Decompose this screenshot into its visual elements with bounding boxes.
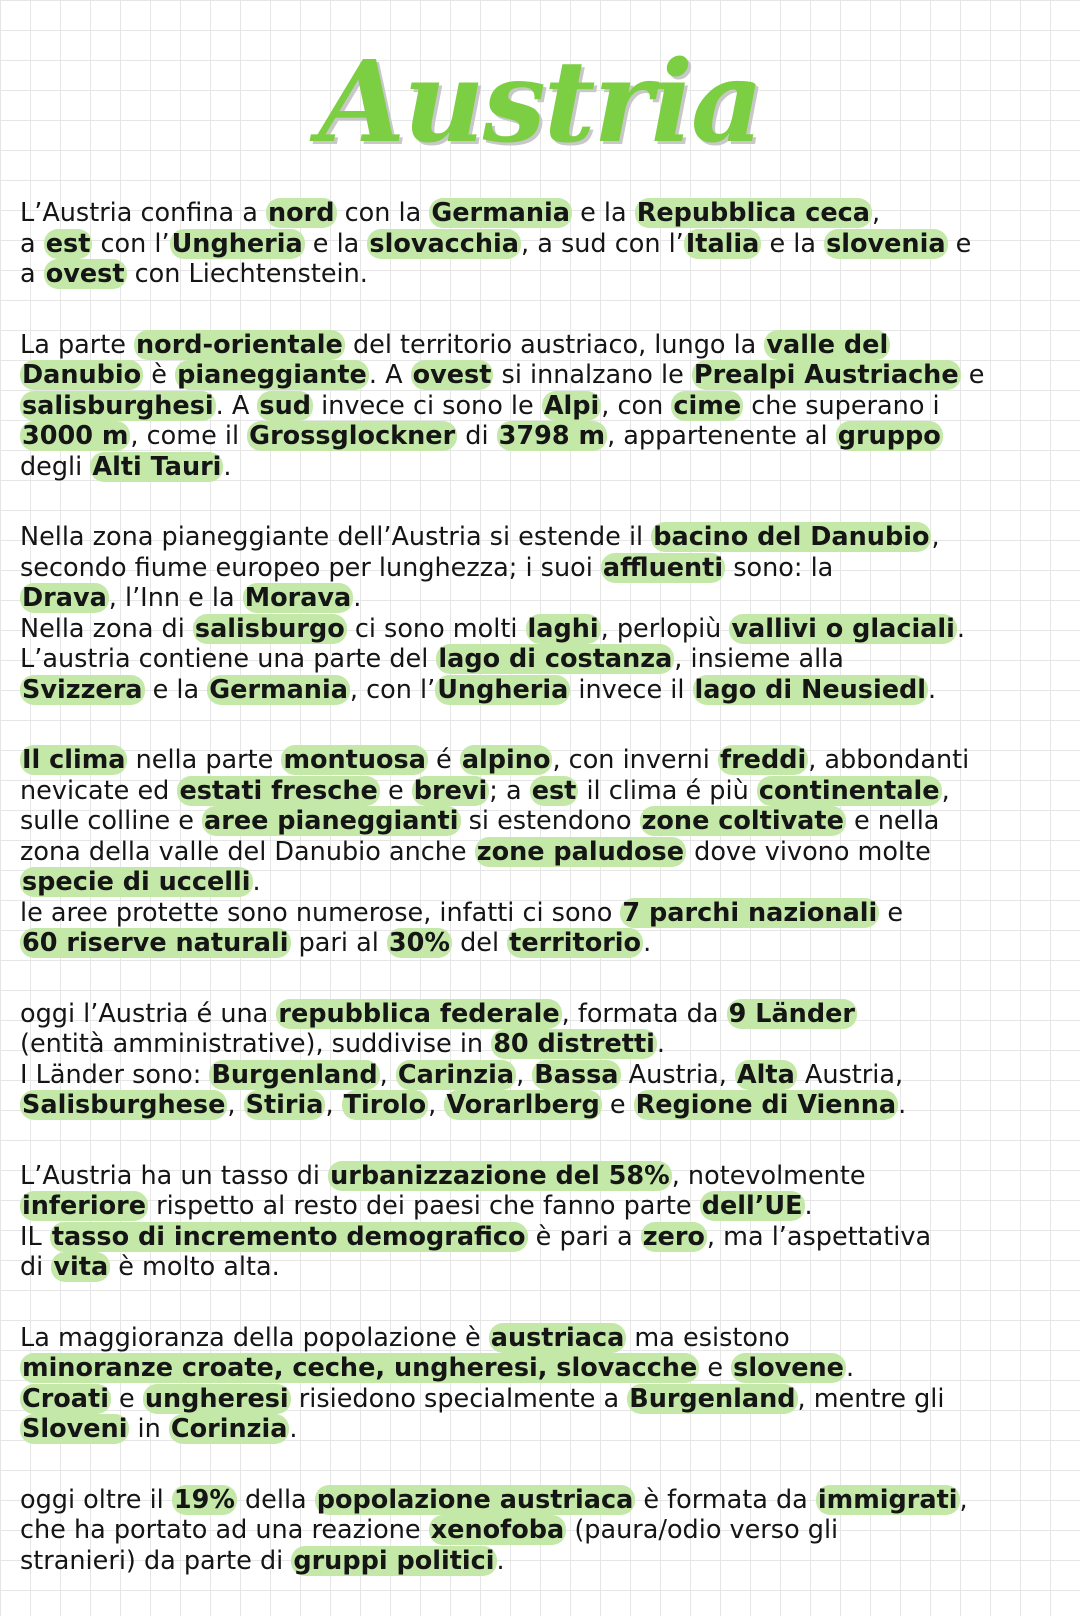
text-segment: con Liechtenstein. — [126, 259, 368, 289]
highlighted-term: Svizzera — [22, 674, 143, 705]
text-line — [20, 1222, 1060, 1253]
text-segment: , a sud con l’ — [521, 228, 684, 259]
text-line — [20, 330, 1060, 361]
text-line — [20, 1161, 1060, 1192]
text-segment: degli — [20, 451, 91, 482]
text-segment: che ha portato ad una reazione — [20, 1515, 429, 1545]
text-segment: e nella — [845, 806, 940, 836]
highlighted-term: Grossglockner — [249, 421, 456, 451]
text-line — [20, 391, 1060, 422]
text-segment: , con — [601, 390, 672, 421]
highlighted-term: austriaca — [490, 1322, 625, 1353]
text-segment: . — [898, 1090, 907, 1120]
text-segment: e — [699, 1353, 732, 1383]
highlighted-term: zone paludose — [476, 836, 685, 867]
highlighted-term: Danubio — [22, 360, 142, 390]
highlighted-term: lago di Neusiedl — [694, 674, 926, 705]
text-line — [20, 1414, 1060, 1445]
highlighted-term: Alpi — [543, 390, 600, 421]
text-segment: del — [451, 928, 508, 958]
text-line — [20, 1353, 1060, 1384]
text-line — [20, 360, 1060, 391]
text-segment: e — [110, 1383, 143, 1414]
text-line — [20, 198, 1060, 229]
highlighted-term: slovacchia — [369, 228, 520, 259]
highlighted-term: territorio — [509, 928, 642, 958]
text-segment: il clima é più — [578, 775, 757, 806]
text-segment: e — [947, 228, 972, 259]
text-segment: La parte — [20, 329, 135, 360]
highlighted-term: Croati — [22, 1383, 109, 1414]
text-segment: . — [289, 1414, 298, 1444]
text-segment: , — [931, 522, 940, 552]
page-title: Austria — [318, 37, 762, 168]
text-segment: e — [601, 1090, 634, 1120]
text-segment: secondo fiume europeo per lunghezza; i suoi — [20, 552, 601, 583]
text-segment: con la — [336, 198, 430, 228]
text-line — [20, 745, 1060, 776]
paragraph — [20, 1485, 1060, 1577]
text-segment: Nella zona di — [20, 613, 193, 644]
highlighted-term: 9 Länder — [728, 998, 855, 1029]
text-line — [20, 675, 1060, 706]
text-line — [20, 1546, 1060, 1577]
text-segment: L’Austria confina a — [20, 198, 266, 228]
highlighted-term: est — [45, 228, 91, 259]
text-segment: è formata da — [635, 1484, 816, 1515]
text-line — [20, 1323, 1060, 1354]
text-segment: a — [20, 228, 44, 259]
text-segment: sulle colline e — [20, 806, 203, 836]
paragraph — [20, 198, 1060, 290]
text-segment: si innalzano le — [493, 360, 692, 390]
text-line — [20, 806, 1060, 837]
text-segment: , — [428, 1090, 445, 1120]
text-segment: sono: la — [725, 552, 834, 583]
text-segment: è pari a — [527, 1221, 641, 1252]
highlighted-term: Drava — [22, 583, 107, 613]
text-segment: stranieri) da parte di — [20, 1545, 292, 1576]
text-segment: , abbondanti — [808, 745, 970, 775]
highlighted-term: montuosa — [283, 745, 426, 775]
text-segment: è molto alta. — [110, 1252, 280, 1282]
text-segment: , con l’ — [349, 674, 436, 705]
text-segment: La maggioranza della popolazione è — [20, 1322, 489, 1353]
paragraph — [20, 1323, 1060, 1445]
highlighted-term: salisburgo — [194, 613, 345, 644]
text-line — [20, 776, 1060, 807]
text-segment: , l’Inn e la — [108, 583, 243, 613]
text-line — [20, 1191, 1060, 1222]
highlighted-term: zero — [642, 1221, 705, 1252]
text-segment: ma esistono — [626, 1322, 790, 1353]
text-segment: , — [325, 1090, 342, 1120]
highlighted-term: 3000 m — [22, 421, 129, 451]
highlighted-term: Regione di Vienna — [635, 1090, 897, 1120]
text-segment: , — [959, 1484, 968, 1515]
highlighted-term: gruppi politici — [293, 1545, 495, 1576]
highlighted-term: 19% — [173, 1484, 235, 1515]
text-segment: . A — [368, 360, 411, 390]
text-line — [20, 452, 1060, 483]
text-line — [20, 1060, 1060, 1091]
text-segment: IL — [20, 1221, 50, 1252]
text-line — [20, 259, 1060, 290]
highlighted-term: dell’UE — [701, 1191, 803, 1221]
highlighted-term: est — [531, 775, 577, 806]
paragraph — [20, 330, 1060, 483]
text-segment: (paura/odio verso gli — [566, 1515, 839, 1545]
paragraph — [20, 522, 1060, 705]
text-segment: , — [941, 775, 950, 806]
highlighted-term: ovest — [412, 360, 492, 390]
text-segment: e — [879, 897, 904, 928]
highlighted-term: Il clima — [22, 745, 126, 775]
text-line — [20, 1515, 1060, 1546]
text-segment: . A — [215, 390, 258, 421]
text-segment: con l’ — [92, 228, 170, 259]
highlighted-term: Salisburghese — [22, 1090, 226, 1120]
text-segment: , ma l’aspettativa — [706, 1221, 932, 1252]
highlighted-term: Burgenland — [629, 1383, 796, 1414]
text-segment: , perlopiù — [600, 613, 730, 644]
highlighted-term: immigrati — [817, 1484, 958, 1515]
text-segment: ; a — [489, 775, 530, 806]
text-line — [20, 837, 1060, 868]
text-segment: e la — [144, 674, 208, 705]
highlighted-term: continentale — [758, 775, 940, 806]
highlighted-term: popolazione austriaca — [316, 1484, 634, 1515]
text-line — [20, 1029, 1060, 1060]
highlighted-term: brevi — [413, 775, 488, 806]
highlighted-term: freddi — [719, 745, 807, 775]
highlighted-term: ungheresi — [144, 1383, 289, 1414]
highlighted-term: aree pianeggianti — [204, 806, 459, 836]
highlighted-term: cime — [673, 390, 742, 421]
highlighted-term: Prealpi Austriache — [693, 360, 959, 390]
text-segment: e la — [572, 198, 635, 228]
highlighted-term: 30% — [388, 928, 450, 958]
highlighted-term: Morava — [244, 583, 352, 613]
text-segment: in — [129, 1414, 169, 1444]
text-line — [20, 522, 1060, 553]
highlighted-term: bacino del Danubio — [653, 522, 930, 552]
highlighted-term: Italia — [685, 228, 760, 259]
text-segment: , come il — [130, 421, 248, 451]
text-segment: le aree protette sono numerose, infatti ci sono — [20, 897, 621, 928]
text-segment: del territorio austriaco, lungo la — [344, 329, 765, 360]
highlighted-term: Burgenland — [211, 1059, 378, 1090]
highlighted-term: xenofoba — [430, 1515, 565, 1545]
paragraph — [20, 1161, 1060, 1283]
highlighted-term: estati fresche — [179, 775, 378, 806]
text-segment: , appartenente al — [607, 421, 836, 451]
highlighted-term: ovest — [45, 259, 125, 289]
text-segment: é — [427, 745, 460, 775]
text-line — [20, 229, 1060, 260]
text-line — [20, 1252, 1060, 1283]
highlighted-term: 7 parchi nazionali — [622, 897, 878, 928]
text-segment: zona della valle del Danubio anche — [20, 836, 475, 867]
highlighted-term: Repubblica ceca — [636, 198, 870, 228]
text-segment: L’austria contiene una parte del — [20, 644, 437, 674]
text-segment: Austria, — [796, 1059, 904, 1090]
highlighted-term: salisburghesi — [22, 390, 214, 421]
text-segment: si estendono — [460, 806, 640, 836]
highlighted-term: affluenti — [602, 552, 724, 583]
highlighted-term: Stiria — [245, 1090, 324, 1120]
text-segment: , insieme alla — [674, 644, 844, 674]
text-line — [20, 644, 1060, 675]
text-segment: I Länder sono: — [20, 1059, 210, 1090]
text-segment: nella parte — [127, 745, 282, 775]
text-segment: . — [353, 583, 362, 613]
highlighted-term: repubblica federale — [278, 998, 560, 1029]
text-segment: nevicate ed — [20, 775, 178, 806]
highlighted-term: Ungheria — [171, 228, 303, 259]
text-segment: . — [928, 674, 937, 705]
text-segment: , — [871, 198, 881, 228]
text-line — [20, 867, 1060, 898]
text-segment: , — [227, 1090, 244, 1120]
text-line — [20, 928, 1060, 959]
text-line — [20, 999, 1060, 1030]
text-segment: pari al — [290, 928, 387, 958]
highlighted-term: Carinzia — [397, 1059, 515, 1090]
notes-body — [20, 198, 1060, 1616]
highlighted-term: 60 riserve naturali — [22, 928, 289, 958]
highlighted-term: 3798 m — [498, 421, 606, 451]
text-segment: , mentre gli — [797, 1383, 945, 1414]
text-line — [20, 1384, 1060, 1415]
text-segment: e la — [761, 228, 825, 259]
text-segment: dove vivono molte — [686, 836, 931, 867]
text-segment: e — [379, 775, 412, 806]
highlighted-term: pianeggiante — [177, 360, 367, 390]
text-segment: di — [20, 1252, 52, 1282]
highlighted-term: Corinzia — [170, 1414, 288, 1444]
highlighted-term: lago di costanza — [438, 644, 673, 674]
highlighted-term: specie di uccelli — [22, 867, 251, 897]
text-segment: invece ci sono le — [313, 390, 542, 421]
paragraph — [20, 999, 1060, 1121]
text-segment: , — [379, 1059, 396, 1090]
highlighted-term: nord — [267, 198, 335, 228]
highlighted-term: Sloveni — [22, 1414, 128, 1444]
text-line — [20, 583, 1060, 614]
text-segment: oggi l’Austria é una — [20, 998, 277, 1029]
highlighted-term: laghi — [527, 613, 599, 644]
text-segment: . — [496, 1545, 505, 1576]
highlighted-term: gruppo — [837, 421, 941, 451]
text-segment: che superano i — [743, 390, 940, 421]
highlighted-term: Vorarlberg — [446, 1090, 600, 1120]
highlighted-term: slovenia — [826, 228, 946, 259]
highlighted-term: 80 distretti — [493, 1029, 655, 1059]
highlighted-term: inferiore — [22, 1191, 146, 1221]
highlighted-term: minoranze croate, ceche, ungheresi, slovacche — [22, 1353, 698, 1383]
text-segment: , con inverni — [552, 745, 718, 775]
text-segment: . — [845, 1353, 855, 1383]
text-segment: . — [956, 613, 965, 644]
highlighted-term: slovene — [733, 1353, 844, 1383]
highlighted-term: urbanizzazione del 58% — [330, 1160, 670, 1191]
text-line — [20, 898, 1060, 929]
highlighted-term: vallivi o glaciali — [731, 613, 955, 644]
text-segment: , notevolmente — [671, 1160, 866, 1191]
text-line — [20, 1485, 1060, 1516]
text-segment: oggi oltre il — [20, 1484, 172, 1515]
text-segment: . — [656, 1029, 666, 1059]
highlighted-term: Germania — [431, 198, 570, 228]
text-segment: . — [643, 928, 652, 958]
text-segment: e — [960, 360, 985, 390]
text-segment: della — [236, 1484, 315, 1515]
text-segment: , formata da — [561, 998, 727, 1029]
paragraph — [20, 745, 1060, 959]
text-segment: . — [252, 867, 261, 897]
highlighted-term: nord-orientale — [136, 329, 343, 360]
highlighted-term: Ungheria — [437, 674, 569, 705]
highlighted-term: Germania — [209, 674, 348, 705]
text-segment: Nella zona pianeggiante dell’Austria si estende il — [20, 522, 652, 552]
text-segment: (entità amministrative), suddivise in — [20, 1029, 492, 1059]
highlighted-term: tasso di incremento demografico — [51, 1221, 526, 1252]
text-segment: invece il — [570, 674, 693, 705]
text-line — [20, 614, 1060, 645]
text-segment: a — [20, 259, 44, 289]
highlighted-term: sud — [259, 390, 312, 421]
highlighted-term: Alti Tauri — [92, 451, 222, 482]
highlighted-term: Bassa — [534, 1059, 619, 1090]
text-segment: ci sono molti — [346, 613, 526, 644]
text-line — [20, 553, 1060, 584]
text-segment: di — [457, 421, 497, 451]
highlighted-term: Tirolo — [343, 1090, 427, 1120]
text-line — [20, 1090, 1060, 1121]
text-segment: . — [223, 451, 232, 482]
text-segment: rispetto al resto dei paesi che fanno parte — [148, 1191, 700, 1221]
highlighted-term: valle del — [766, 329, 889, 360]
text-segment: . — [804, 1191, 813, 1221]
text-segment: risiedono specialmente a — [290, 1383, 628, 1414]
text-segment: è — [143, 360, 176, 390]
text-segment: e la — [304, 228, 368, 259]
text-segment: Austria, — [620, 1059, 735, 1090]
highlighted-term: alpino — [461, 745, 551, 775]
highlighted-term: Alta — [736, 1059, 795, 1090]
text-segment: L’Austria ha un tasso di — [20, 1160, 329, 1191]
text-segment: , — [516, 1059, 533, 1090]
highlighted-term: vita — [53, 1252, 109, 1282]
text-line — [20, 421, 1060, 452]
highlighted-term: zone coltivate — [641, 806, 844, 836]
